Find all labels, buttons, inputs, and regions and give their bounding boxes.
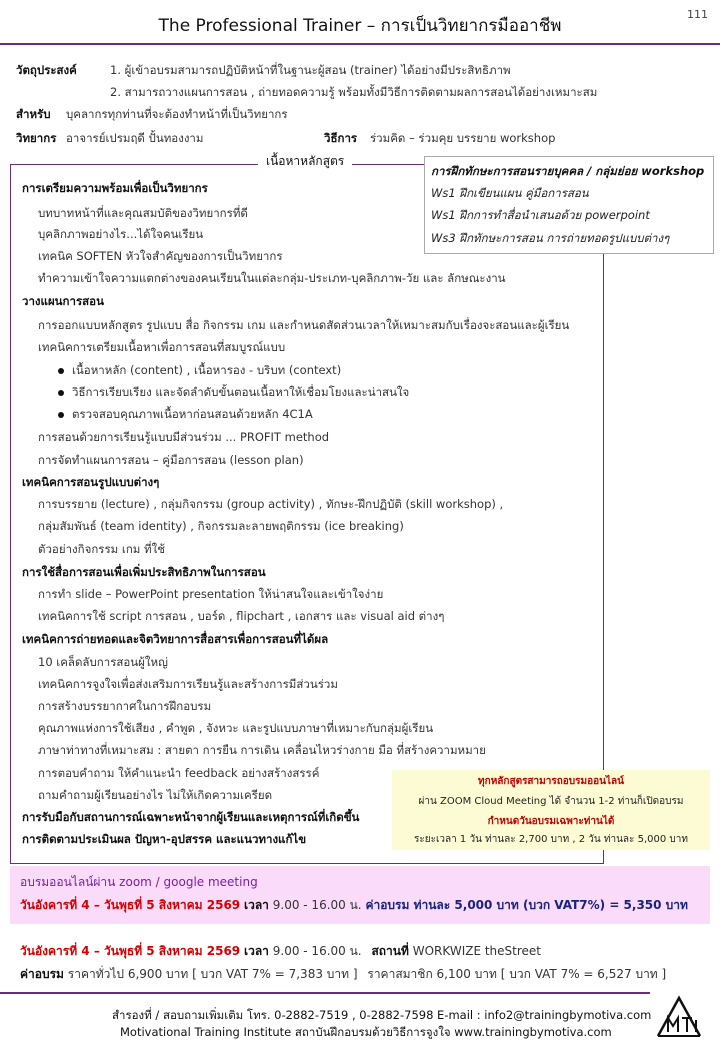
onsite-time: 9.00 - 16.00 น. [272,944,362,958]
bullet-item [58,406,313,424]
online-note-line: ผ่าน ZOOM Cloud Meeting ได้ จำนวน 1-2 ท่านก็เปิดอบรม [418,796,684,807]
online-training-box [10,866,710,924]
online-schedule [20,896,688,915]
list-item: คุณภาพแห่งการใช้เสียง , คำพูด , จังหวะ และรูปแบบภาษาที่เหมาะกับกลุ่มผู้เรียน [38,721,434,735]
bullet-icon [58,368,64,374]
institute-logo [656,994,702,1038]
header-divider [0,43,720,45]
section-heading: เทคนิคการสอนรูปแบบต่างๆ [22,475,160,489]
list-item: การทำ slide – PowerPoint presentation ให้น่าสนใจและเข้าใจง่าย [38,587,384,601]
list-item: การสร้างบรรยากาศในการฝึกอบรม [38,699,212,713]
list-item: 10 เคล็ดลับการสอนผู้ใหญ่ [38,655,168,669]
onsite-fee-label: ค่าอบรม [20,967,64,981]
onsite-venue-label: สถานที่ [371,944,409,958]
list-item: การสอนด้วยการเรียนรู้แบบมีส่วนร่วม ... PROFIT method [38,430,330,444]
online-heading: อบรมออนไลน์ผ่าน zoom / google meeting [20,875,258,889]
onsite-venue: WORKWIZE theStreet [412,944,542,958]
list-item: ทำความเข้าใจความแตกต่างของคนเรียนในแต่ละกลุ่ม-ประเภท-บุคลิกภาพ-วัย และ ลักษณะงาน [38,271,506,285]
bullet-text: วิธีการเรียบเรียง และจัดลำดับขั้นตอนเนื้อหาให้เชื่อมโยงและน่าสนใจ [72,385,410,399]
section-heading: การเตรียมความพร้อมเพื่อเป็นวิทยากร [22,181,208,195]
bullet-text: ตรวจสอบคุณภาพเนื้อหาก่อนสอนด้วยหลัก 4C1A [72,407,313,421]
method-label: วิธีการ [324,131,358,145]
bullet-icon [58,412,64,418]
workshop-item: Ws1 ฝึกเขียนแผน คู่มือการสอน [431,186,589,200]
section-heading: การติดตามประเมินผล ปัญหา-อุปสรรค และแนวทางแก้ไข [22,832,307,846]
objective-item: 1. ผู้เข้าอบรมสามารถปฏิบัติหน้าที่ในฐานะผู้สอน (trainer) ได้อย่างมีประสิทธิภาพ [110,63,511,77]
list-item: กลุ่มสัมพันธ์ (team identity) , กิจกรรมละลายพฤติกรรม (ice breaking) [38,519,404,533]
online-fee: ค่าอบรม ท่านละ 5,000 บาท (บวก VAT7%) = 5,350 บาท [365,898,688,912]
online-note-line: กำหนดวันอบรมเฉพาะท่านได้ [487,816,615,827]
workshop-item: Ws3 ฝึกทักษะการสอน การถ่ายทอดรูปแบบต่างๆ [431,231,670,245]
bullet-icon [58,390,64,396]
workshop-title: การฝึกทักษะการสอนรายบุคคล / กลุ่มย่อย workshop [431,164,705,178]
footer-institute: Motivational Training Institute สถาบันฝึกอบรมด้วยวิธีการจูงใจ www.trainingbymotiva.com [120,1025,612,1039]
list-item: เทคนิคการเตรียมเนื้อหาเพื่อการสอนที่สมบูรณ์แบบ [38,340,286,354]
section-heading: การรับมือกับสถานการณ์เฉพาะหน้าจากผู้เรียนและเหตุการณ์ที่เกิดขึ้น [22,810,360,824]
objective-item: 2. สามารถวางแผนการสอน , ถ่ายทอดความรู้ พร้อมทั้งมีวิธีการติดตามผลการสอนได้อย่างเหมาะสม [110,85,598,99]
online-time: 9.00 - 16.00 น. [272,898,362,912]
online-note-line: ทุกหลักสูตรสามารถอบรมออนไลน์ [478,776,624,787]
method-value: ร่วมคิด – ร่วมคุย บรรยาย workshop [370,131,556,145]
page-title: The Professional Trainer – การเป็นวิทยากรมืออาชีพ [158,16,562,36]
objectives-label: วัตถุประสงค์ [16,63,77,77]
section-heading: วางแผนการสอน [22,294,104,308]
list-item: เทคนิคการใช้ script การสอน , บอร์ด , flipchart , เอกสาร และ visual aid ต่างๆ [38,609,445,623]
page-number: 111 [687,8,708,21]
target-label: สำหรับ [16,107,51,121]
footer-contact: สำรองที่ / สอบถามเพิ่มเติม โทร. 0-2882-7519 , 0-2882-7598 E-mail : info2@trainingbymotiva.com [112,1008,652,1022]
section-heading: เทคนิคการถ่ายทอดและจิตวิทยาการสื่อสารเพื่อการสอนที่ได้ผล [22,632,329,646]
list-item: ตัวอย่างกิจกรรม เกม ที่ใช้ [38,542,166,556]
fee-member: ราคาสมาชิก 6,100 บาท [ บวก VAT 7% = 6,527 บาท ] [367,967,667,981]
bullet-text: เนื้อหาหลัก (content) , เนื้อหารอง - บริบท (context) [72,363,342,377]
list-item: การออกแบบหลักสูตร รูปแบบ สื่อ กิจกรรม เกม และกำหนดสัดส่วนเวลาให้เหมาะสมกับเรื่องจะสอนและผู้เรียน [38,318,570,332]
workshop-box [424,156,714,254]
bullet-item [58,384,409,402]
list-item: บุคลิกภาพอย่างไร...ได้ใจคนเรียน [38,227,204,241]
list-item: การบรรยาย (lecture) , กลุ่มกิจกรรม (group activity) , ทักษะ-ฝึกปฏิบัติ (skill workshop) , [38,497,504,511]
list-item: การจัดทำแผนการสอน – คู่มือการสอน (lesson plan) [38,453,304,467]
list-item: ถามคำถามผู้เรียนอย่างไร ไม่ให้เกิดความเครียด [38,788,273,802]
list-item: เทคนิค SOFTEN หัวใจสำคัญของการเป็นวิทยากร [38,249,283,263]
section-heading: การใช้สื่อการสอนเพื่อเพิ่มประสิทธิภาพในการสอน [22,565,266,579]
target-value: บุคลากรทุกท่านที่จะต้องทำหน้าที่เป็นวิทยากร [66,107,288,121]
bullet-item [58,362,341,380]
footer-divider [0,992,650,994]
list-item: เทคนิคการจูงใจเพื่อส่งเสริมการเรียนรู้และสร้างการมีส่วนร่วม [38,677,338,691]
onsite-date: วันอังคารที่ 4 – วันพุธที่ 5 สิงหาคม 2569 [20,944,241,958]
workshop-item: Ws1 ฝึกการทำสื่อนำเสนอด้วย powerpoint [431,208,650,222]
onsite-schedule [20,942,541,961]
online-note [392,770,710,850]
online-time-label: เวลา [243,898,269,912]
speaker-label: วิทยากร [16,131,57,145]
online-note-line: ระยะเวลา 1 วัน ท่านละ 2,700 บาท , 2 วัน ท่านละ 5,000 บาท [414,834,688,845]
online-date: วันอังคารที่ 4 – วันพุธที่ 5 สิงหาคม 2569 [20,898,241,912]
content-label: เนื้อหาหลักสูตร [258,152,352,171]
list-item: บทบาทหน้าที่และคุณสมบัติของวิทยากรที่ดี [38,206,248,220]
onsite-time-label: เวลา [243,944,269,958]
speaker-value: อาจารย์เปรมฤดี ปั้นทองงาม [66,131,204,145]
list-item: ภาษาท่าทางที่เหมาะสม : สายตา การยืน การเดิน เคลื่อนไหวร่างกาย มือ ที่สร้างความหมาย [38,743,486,757]
fee-general: ราคาทั่วไป 6,900 บาท [ บวก VAT 7% = 7,383 บาท ] [67,967,358,981]
list-item: การตอบคำถาม ให้คำแนะนำ feedback อย่างสร้างสรรค์ [38,766,320,780]
onsite-fee [20,965,666,984]
